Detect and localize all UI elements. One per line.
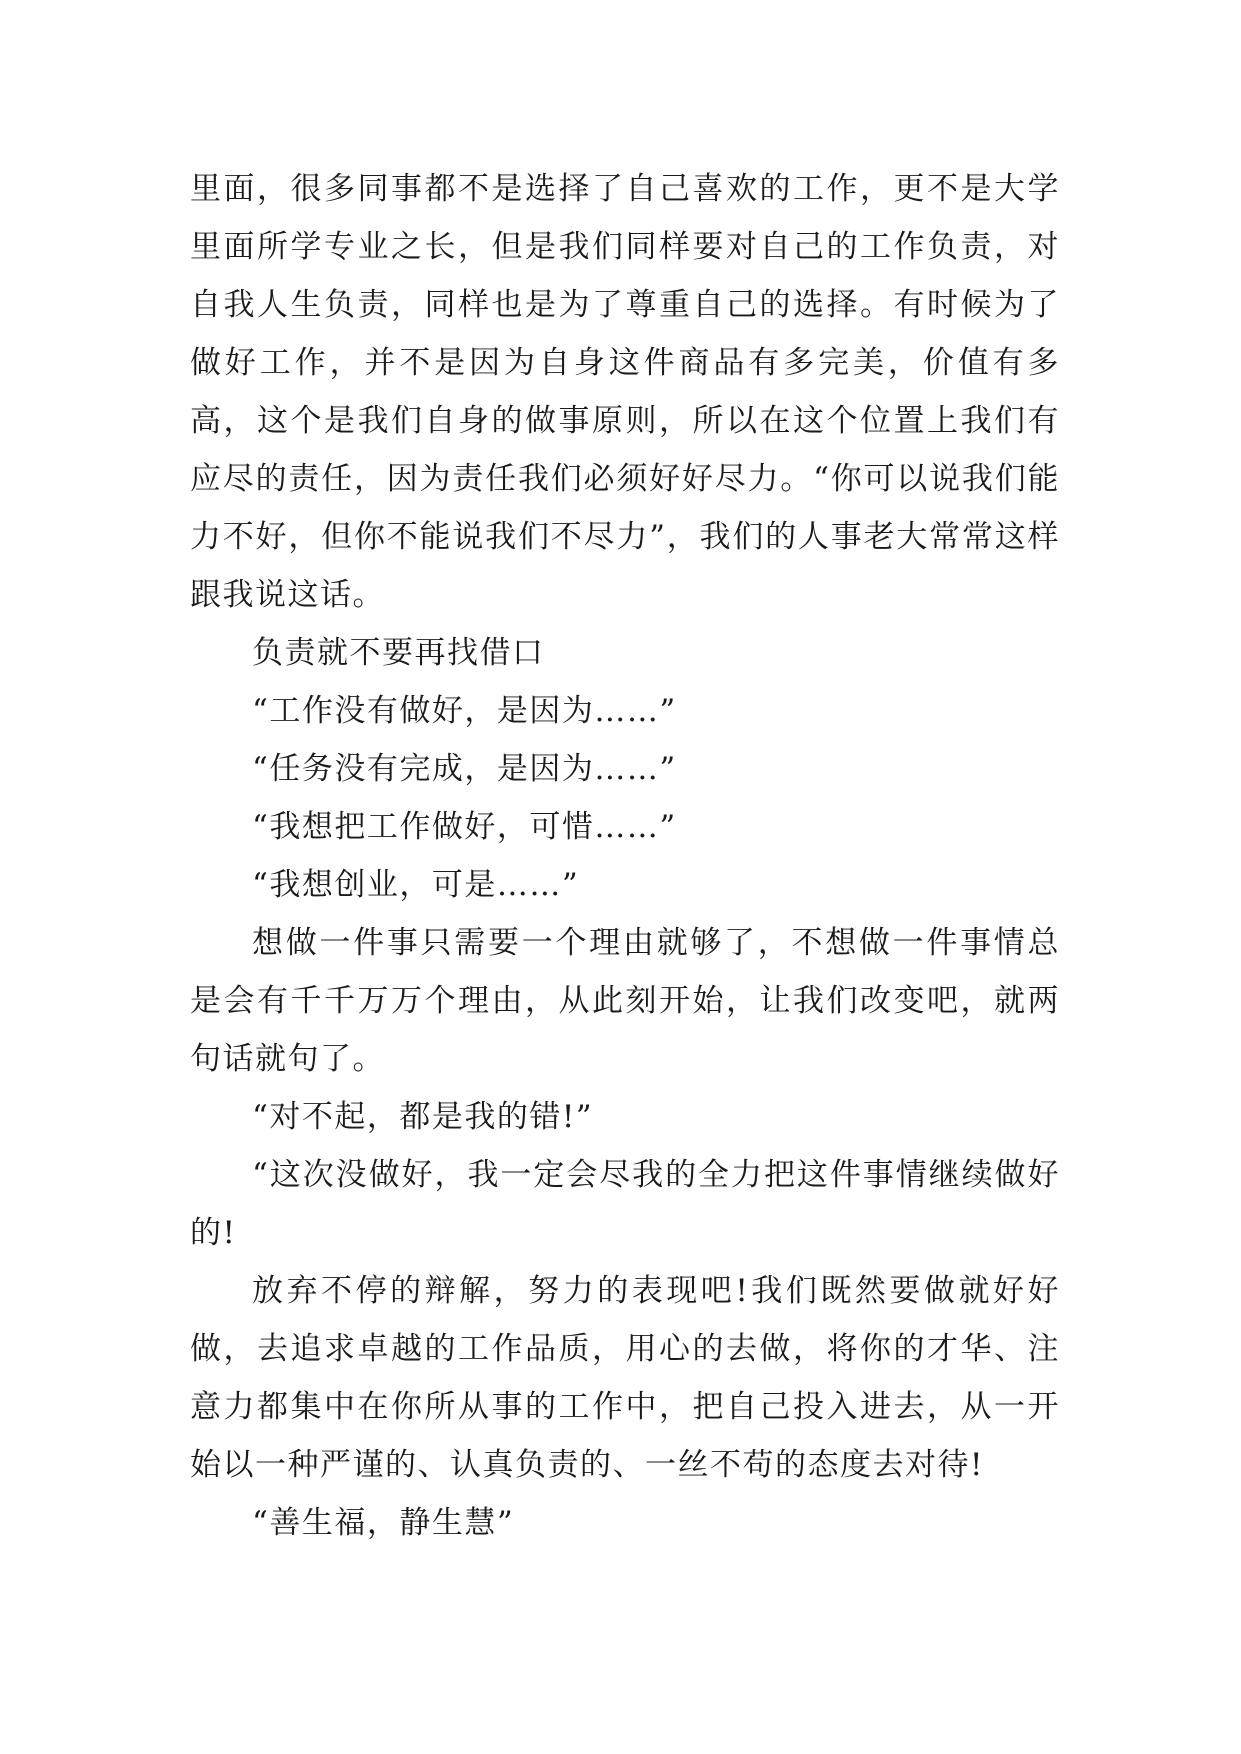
quote-line: “我想创业，可是……” <box>252 867 580 903</box>
quote-line: “工作没有做好，是因为……” <box>252 693 677 729</box>
quote-line: “善生福，静生慧” <box>252 1505 515 1541</box>
quote-line: “任务没有完成，是因为……” <box>252 751 677 787</box>
paragraph: 想做一件事只需要一个理由就够了，不想做一件事情总是会有千千万万个理由，从此刻开始，让我们改变吧，就两句话就句了。 <box>190 925 1060 1077</box>
quote-line: “这次没做好，我一定会尽我的全力把这件事情继续做好的! <box>190 1157 1060 1251</box>
paragraph: 放弃不停的辩解，努力的表现吧!我们既然要做就好好做，去追求卓越的工作品质，用心的去做，将你的才华、注意力都集中在你所从事的工作中，把自己投入进去，从一开始以一种严谨的、认真负责的、一丝不苟的态度去对待! <box>190 1273 1060 1483</box>
quote-line: “我想把工作做好，可惜……” <box>252 809 677 845</box>
paragraph: 里面，很多同事都不是选择了自己喜欢的工作，更不是大学里面所学专业之长，但是我们同样要对自己的工作负责，对自我人生负责，同样也是为了尊重自己的选择。有时候为了做好工作，并不是因为自身这件商品有多完美，价值有多高，这个是我们自身的做事原则，所以在这个位置上我们有应尽的责任，因为责任我们必须好好尽力。“你可以说我们能力不好，但你不能说我们不尽力”，我们的人事老大常常这样跟我说这话。 <box>190 171 1060 613</box>
quote-line: “对不起，都是我的错!” <box>252 1099 594 1135</box>
paragraph-heading: 负责就不要再找借口 <box>252 635 545 671</box>
body-text <box>190 160 1060 1552</box>
